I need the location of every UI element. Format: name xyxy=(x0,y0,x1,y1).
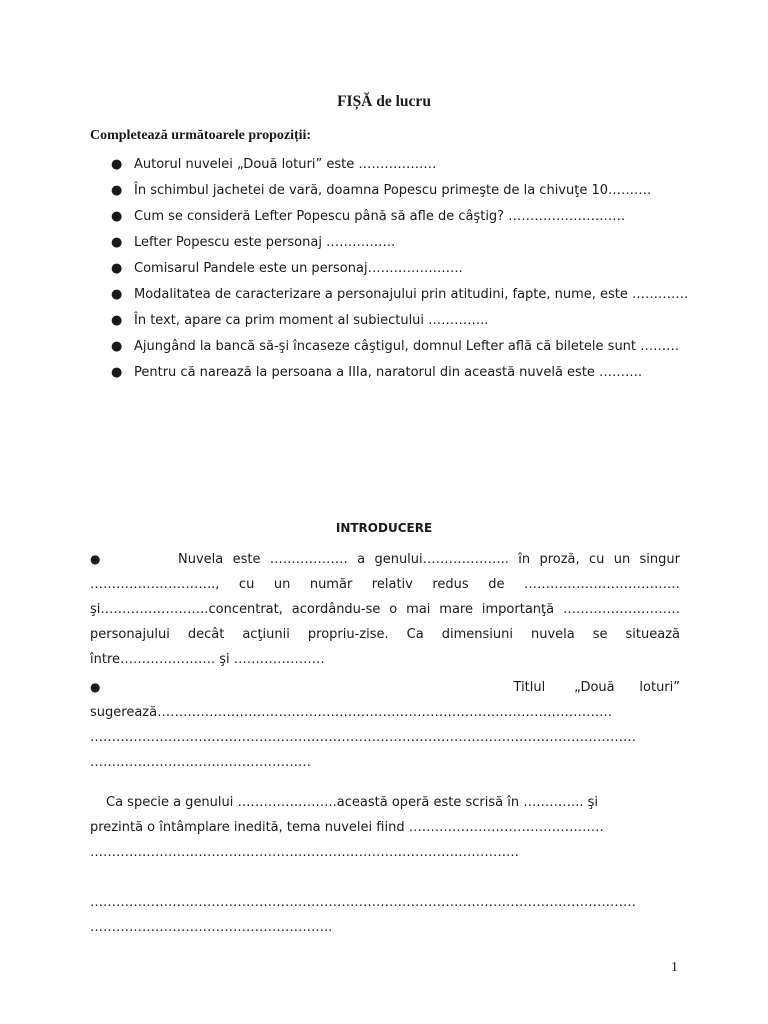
instruction-heading: Completează următoarele propoziții: xyxy=(90,128,312,143)
question-item xyxy=(0,256,768,282)
intro-paragraph: Nuvela este ……………… a genului……………….. în proză, cu un singur ……………………….., cu un număr relativ redus de ……………………………… şi…………………….concentrat, acordându-se o mai mare importanţă ……………………… personajului decât acţiunii propriu-zise. Ca dimensiuni nuvela se situează între…………………. şi ………………… xyxy=(90,552,680,667)
answer-line: prezintă o întâmplare inedită, tema nuvelei fiind ……………………………………… xyxy=(90,820,604,835)
answer-line: sugerează…………………………………………………………………………………………… xyxy=(90,705,613,720)
question-item xyxy=(0,204,768,230)
bullet-icon: ● xyxy=(111,365,123,380)
question-item xyxy=(0,282,768,308)
question-item xyxy=(0,178,768,204)
question-text: În schimbul jachetei de vară, doamna Popescu primeşte de la chivuţe 10………. xyxy=(134,183,652,198)
question-text: Ajungând la bancă să-şi încaseze câştigul, domnul Lefter află că biletele sunt ……… xyxy=(134,339,680,354)
bullet-icon: ● xyxy=(111,209,123,224)
species-paragraph xyxy=(90,790,680,940)
bullet-icon: ● xyxy=(90,552,101,566)
title-prompt-lines xyxy=(90,700,680,775)
question-item xyxy=(0,360,768,386)
question-text: Comisarul Pandele este un personaj…………………. xyxy=(134,261,463,276)
bullet-icon: ● xyxy=(111,235,123,250)
bullet-icon: ● xyxy=(90,680,101,694)
question-item xyxy=(0,334,768,360)
question-item xyxy=(0,230,768,256)
answer-line: Ca specie a genului …………………..această operă este scrisă în ………….. şi xyxy=(106,795,598,810)
answer-line: ……………………………………………………………………………………………………………… xyxy=(90,730,636,745)
page-number: 1 xyxy=(671,960,678,975)
blank-line xyxy=(90,865,680,890)
question-text: Autorul nuvelei „Două loturi” este ……………… xyxy=(134,157,437,172)
question-text: Modalitatea de caracterizare a personajului prin atitudini, fapte, nume, este …………. xyxy=(134,287,689,302)
bullet-icon: ● xyxy=(111,287,123,302)
page-title: FIȘĂ de lucru xyxy=(337,93,431,110)
bullet-icon: ● xyxy=(111,261,123,276)
question-text: Lefter Popescu este personaj ……………. xyxy=(134,235,396,250)
question-text: Cum se consideră Lefter Popescu până să afle de câştig? ……………………… xyxy=(134,209,626,224)
question-list xyxy=(0,152,768,386)
question-text: În text, apare ca prim moment al subiectului ………….. xyxy=(134,313,489,328)
title-prompt-text: Titlul „Două loturi” xyxy=(513,680,680,695)
answer-line: …………………………………………… xyxy=(90,755,311,770)
bullet-icon: ● xyxy=(111,183,123,198)
question-item xyxy=(0,152,768,178)
title-prompt-label xyxy=(90,675,680,700)
bullet-icon: ● xyxy=(111,313,123,328)
question-text: Pentru că narează la persoana a IIIa, naratorul din această nuvelă este ………. xyxy=(134,365,643,380)
answer-line: ……………………………………………………………………………………… xyxy=(90,845,519,860)
question-item xyxy=(0,308,768,334)
bullet-icon: ● xyxy=(111,339,123,354)
section-heading-introduction: INTRODUCERE xyxy=(335,521,433,535)
answer-line: ……………………………………………………………………………………………………………… xyxy=(90,895,636,910)
answer-line: ……………………………………………….. xyxy=(90,920,333,935)
bullet-icon: ● xyxy=(111,157,123,172)
